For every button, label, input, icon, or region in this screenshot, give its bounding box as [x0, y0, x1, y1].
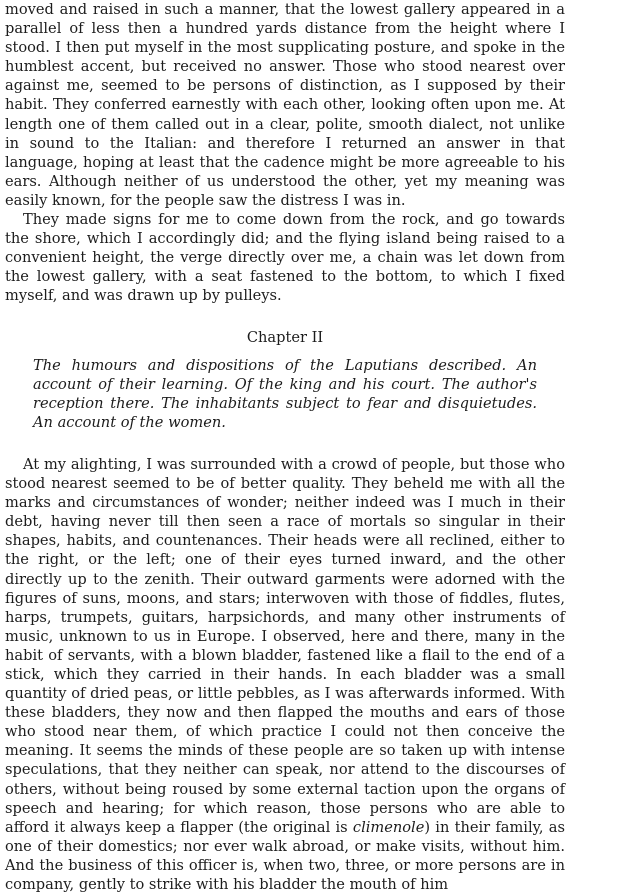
paragraph-1: moved and raised in such a manner, that the lowest gallery appeared in a parallel of less then a hundred yards distance from the height where I stood. I then put myself in the most supplicating posture, and spoke in the humblest accent, but received no answer. Those who stood nearest over against me, seemed to be persons of distinction, as I supposed by their habit. They conferred earnestly with each other, looking often upon me. At length one of them called out in a clear, polite, smooth dialect, not unlike in sound to the Italian: and therefore I returned an answer in that language, hoping at least that the cadence might be more agreeable to his ears. Although neither of us understood the other, yet my meaning was easily known, for the people saw the distress I was in.: [5, 1, 565, 209]
chapter-heading: Chapter II: [246, 328, 324, 346]
paragraph-2: They made signs for me to come down from the rock, and go towards the shore, which I accordingly did; and the flying island being raised to a convenient height, the verge directly over me, a chain was let down from the lowest gallery, with a seat fastened to the bottom, to which I fixed myself, and was drawn up by pulleys.: [5, 211, 565, 305]
paragraph-3-emphasis: climenole: [352, 818, 425, 836]
chapter-summary: The humours and dispositions of the Laputians described. An account of their learning. Of the king and his court. The author's reception there. The inhabitants subject to fear and disquietudes. An account of the women.: [33, 356, 537, 431]
book-page: [5, 0, 565, 894]
paragraph-3-text-b: ) in their family, as one of their domestics; nor ever walk abroad, or make visits, without him. And the business of this officer is, when two, three, or more persons are in company, gently to strike with his bladder the mouth of him: [5, 818, 565, 894]
paragraph-3: [5, 455, 565, 894]
paragraph-3-text-a: At my alighting, I was surrounded with a crowd of people, but those who stood nearest seemed to be of better quality. They beheld me with all the marks and circumstances of wonder; neither indeed was I much in their debt, having never till then seen a race of mortals so singular in their shapes, habits, and countenances. Their heads were all reclined, either to the right, or the left; one of their eyes turned inward, and the other directly up to the zenith. Their outward garments were adorned with the figures of suns, moons, and stars; interwoven with those of fiddles, flutes, harps, trumpets, guitars, harpsichords, and many other instruments of music, unknown to us in Europe. I observed, here and there, many in the habit of servants, with a blown bladder, fastened like a flail to the end of a stick, which they carried in their hands. In each bladder was a small quantity of dried peas, or little pebbles, as I was afterwards informed. With these bladders, they now and then flapped the mouths and ears of those who stood near them, of which practice I could not then conceive the meaning. It seems the minds of these people are so taken up with intense speculations, that they neither can speak, nor attend to the discourses of others, without being roused by some external taction upon the organs of speech and hearing; for which reason, those persons who are able to afford it always keep a flapper (the original is: [5, 455, 565, 836]
